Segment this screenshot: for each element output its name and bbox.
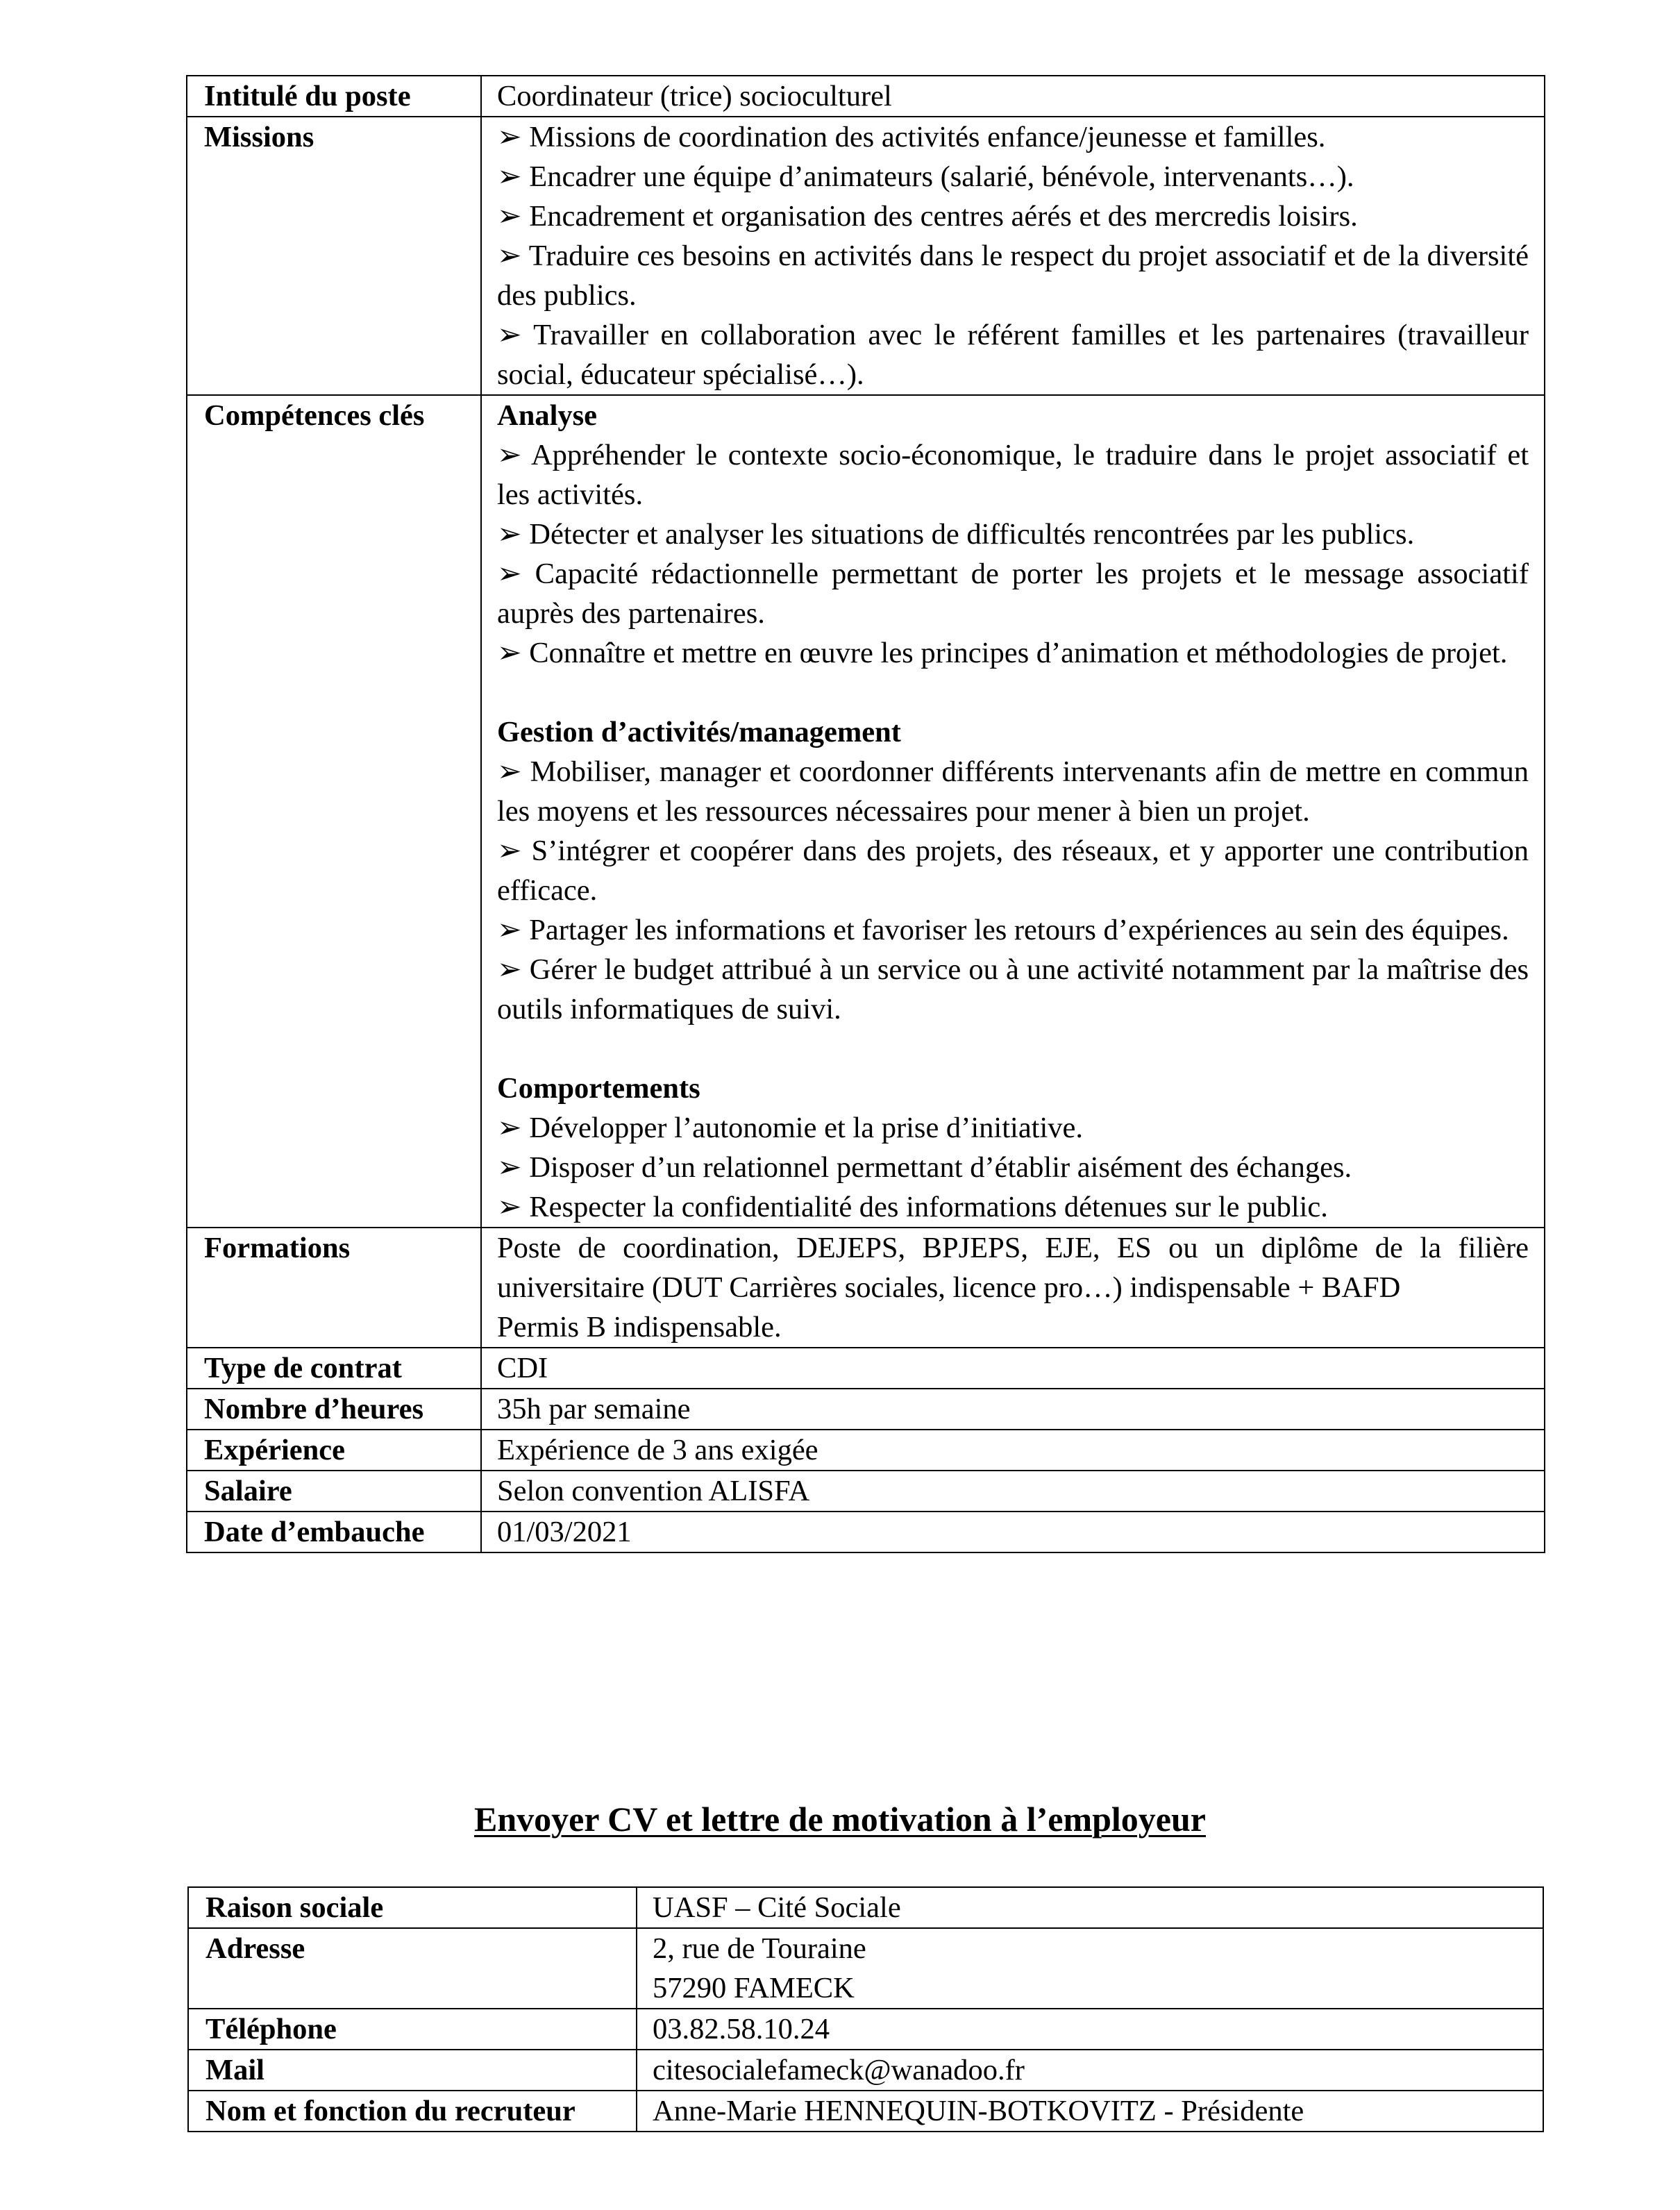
arrowhead-bullet-icon: ➢ bbox=[497, 953, 530, 986]
bullet-text: Missions de coordination des activités enfance/jeunesse et familles. bbox=[529, 121, 1326, 153]
bullet-text: Connaître et mettre en œuvre les principes d’animation et méthodologies de projet. bbox=[529, 637, 1508, 669]
bullet-text: Encadrer une équipe d’animateurs (salarié, bénévole, intervenants…). bbox=[529, 160, 1354, 193]
formations-permis: Permis B indispensable. bbox=[497, 1311, 782, 1343]
bullet-text: Gérer le budget attribué à un service ou à une activité notamment par la maîtrise des outils informatiques de suivi. bbox=[497, 953, 1529, 1026]
bullet-item bbox=[497, 1187, 1529, 1227]
bullet-text: Mobiliser, manager et coordonner différents intervenants afin de mettre en commun les moyens et les ressources nécessaires pour mener à bien un projet. bbox=[497, 755, 1529, 828]
embauche-value: 01/03/2021 bbox=[481, 1512, 1545, 1552]
recruteur-label: Nom et fonction du recruteur bbox=[188, 2091, 637, 2132]
bullet-text: S’intégrer et coopérer dans des projets, des réseaux, et y apporter une contribution efficace. bbox=[497, 835, 1529, 907]
row-recruteur bbox=[188, 2091, 1543, 2132]
section-spacer bbox=[497, 1029, 1529, 1069]
bullet-text: Travailler en collaboration avec le référent familles et les partenaires (travailleur social, éducateur spécialisé…). bbox=[497, 319, 1529, 391]
gestion-title: Gestion d’activités/management bbox=[497, 716, 901, 748]
contrat-value: CDI bbox=[481, 1348, 1545, 1389]
embauche-label: Date d’embauche bbox=[187, 1512, 481, 1552]
formations-label: Formations bbox=[187, 1228, 481, 1348]
comportements-title: Comportements bbox=[497, 1072, 700, 1105]
bullet-item bbox=[497, 514, 1529, 554]
competences-content bbox=[481, 395, 1545, 1228]
arrowhead-bullet-icon: ➢ bbox=[497, 1151, 530, 1184]
experience-value: Expérience de 3 ans exigée bbox=[481, 1430, 1545, 1471]
telephone-label: Téléphone bbox=[188, 2009, 637, 2050]
bullet-text: Partager les informations et favoriser les retours d’expériences au sein des équipes. bbox=[529, 914, 1509, 946]
employer-contact-table bbox=[187, 1886, 1544, 2132]
adresse-value bbox=[637, 1928, 1543, 2009]
bullet-item bbox=[497, 910, 1529, 950]
bullet-text: Développer l’autonomie et la prise d’initiative. bbox=[529, 1112, 1084, 1144]
arrowhead-bullet-icon: ➢ bbox=[497, 160, 530, 193]
bullet-item bbox=[497, 752, 1529, 831]
bullet-item bbox=[497, 315, 1529, 394]
row-intitule bbox=[187, 76, 1545, 117]
heures-value: 35h par semaine bbox=[481, 1389, 1545, 1430]
row-salaire bbox=[187, 1471, 1545, 1512]
bullet-item bbox=[497, 117, 1529, 157]
arrowhead-bullet-icon: ➢ bbox=[497, 518, 530, 551]
competences-label: Compétences clés bbox=[187, 395, 481, 1228]
row-embauche bbox=[187, 1512, 1545, 1552]
bullet-text: Appréhender le contexte socio-économique, le traduire dans le projet associatif et les activités. bbox=[497, 439, 1529, 511]
bullet-item bbox=[497, 157, 1529, 196]
bullet-item bbox=[497, 950, 1529, 1029]
arrowhead-bullet-icon: ➢ bbox=[497, 240, 529, 272]
mail-value[interactable]: citesocialefameck@wanadoo.fr bbox=[637, 2050, 1543, 2091]
bullet-text: Traduire ces besoins en activités dans le respect du projet associatif et de la diversité des publics. bbox=[497, 240, 1529, 312]
adresse-line-1: 2, rue de Touraine bbox=[653, 1932, 866, 1965]
title-value: Coordinateur (trice) socioculturel bbox=[481, 76, 1545, 117]
send-cv-heading-text: Envoyer CV et lettre de motivation à l’employeur bbox=[474, 1800, 1206, 1839]
missions-list bbox=[481, 117, 1545, 395]
bullet-text: Respecter la confidentialité des informations détenues sur le public. bbox=[529, 1191, 1328, 1223]
job-details-table bbox=[186, 75, 1545, 1553]
adresse-label: Adresse bbox=[188, 1928, 637, 2009]
arrowhead-bullet-icon: ➢ bbox=[497, 121, 530, 153]
bullet-item bbox=[497, 435, 1529, 514]
row-missions bbox=[187, 117, 1545, 395]
heures-label: Nombre d’heures bbox=[187, 1389, 481, 1430]
section-spacer bbox=[497, 673, 1529, 712]
bullet-text: Détecter et analyser les situations de difficultés rencontrées par les publics. bbox=[529, 518, 1415, 551]
adresse-line-2: 57290 FAMECK bbox=[653, 1972, 855, 2004]
salaire-label: Salaire bbox=[187, 1471, 481, 1512]
arrowhead-bullet-icon: ➢ bbox=[497, 755, 530, 788]
telephone-value: 03.82.58.10.24 bbox=[637, 2009, 1543, 2050]
experience-label: Expérience bbox=[187, 1430, 481, 1471]
arrowhead-bullet-icon: ➢ bbox=[497, 835, 532, 867]
bullet-item bbox=[497, 1148, 1529, 1187]
analyse-title: Analyse bbox=[497, 399, 598, 432]
row-experience bbox=[187, 1430, 1545, 1471]
row-mail bbox=[188, 2050, 1543, 2091]
missions-label: Missions bbox=[187, 117, 481, 395]
mail-label: Mail bbox=[188, 2050, 637, 2091]
formations-content bbox=[481, 1228, 1545, 1348]
arrowhead-bullet-icon: ➢ bbox=[497, 637, 530, 669]
salaire-value: Selon convention ALISFA bbox=[481, 1471, 1545, 1512]
bullet-text: Capacité rédactionnelle permettant de porter les projets et le message associatif auprès des partenaires. bbox=[497, 558, 1529, 630]
recruteur-value: Anne-Marie HENNEQUIN-BOTKOVITZ - Présidente bbox=[637, 2091, 1543, 2132]
bullet-item bbox=[497, 554, 1529, 633]
bullet-text: Disposer d’un relationnel permettant d’établir aisément des échanges. bbox=[529, 1151, 1352, 1184]
bullet-item bbox=[497, 831, 1529, 910]
row-formations bbox=[187, 1228, 1545, 1348]
raison-value: UASF – Cité Sociale bbox=[637, 1887, 1543, 1928]
arrowhead-bullet-icon: ➢ bbox=[497, 439, 531, 471]
row-adresse bbox=[188, 1928, 1543, 2009]
comportements-list bbox=[497, 1108, 1529, 1227]
gestion-list bbox=[497, 752, 1529, 1029]
raison-label: Raison sociale bbox=[188, 1887, 637, 1928]
title-label: Intitulé du poste bbox=[187, 76, 481, 117]
bullet-item bbox=[497, 1108, 1529, 1148]
bullet-item bbox=[497, 196, 1529, 236]
row-heures bbox=[187, 1389, 1545, 1430]
bullet-item bbox=[497, 633, 1529, 673]
arrowhead-bullet-icon: ➢ bbox=[497, 1112, 530, 1144]
arrowhead-bullet-icon: ➢ bbox=[497, 319, 534, 351]
arrowhead-bullet-icon: ➢ bbox=[497, 200, 530, 233]
arrowhead-bullet-icon: ➢ bbox=[497, 558, 535, 590]
row-competences bbox=[187, 395, 1545, 1228]
row-contrat bbox=[187, 1348, 1545, 1389]
bullet-item bbox=[497, 236, 1529, 315]
row-telephone bbox=[188, 2009, 1543, 2050]
arrowhead-bullet-icon: ➢ bbox=[497, 1191, 530, 1223]
contrat-label: Type de contrat bbox=[187, 1348, 481, 1389]
formations-text: Poste de coordination, DEJEPS, BPJEPS, EJE, ES ou un diplôme de la filière universitaire (DUT Carrières sociales, licence pro…) indispensable + BAFD bbox=[497, 1232, 1529, 1304]
bullet-text: Encadrement et organisation des centres aérés et des mercredis loisirs. bbox=[529, 200, 1358, 233]
arrowhead-bullet-icon: ➢ bbox=[497, 914, 530, 946]
send-cv-heading bbox=[0, 1795, 1680, 1843]
row-raison bbox=[188, 1887, 1543, 1928]
analyse-list bbox=[497, 435, 1529, 673]
